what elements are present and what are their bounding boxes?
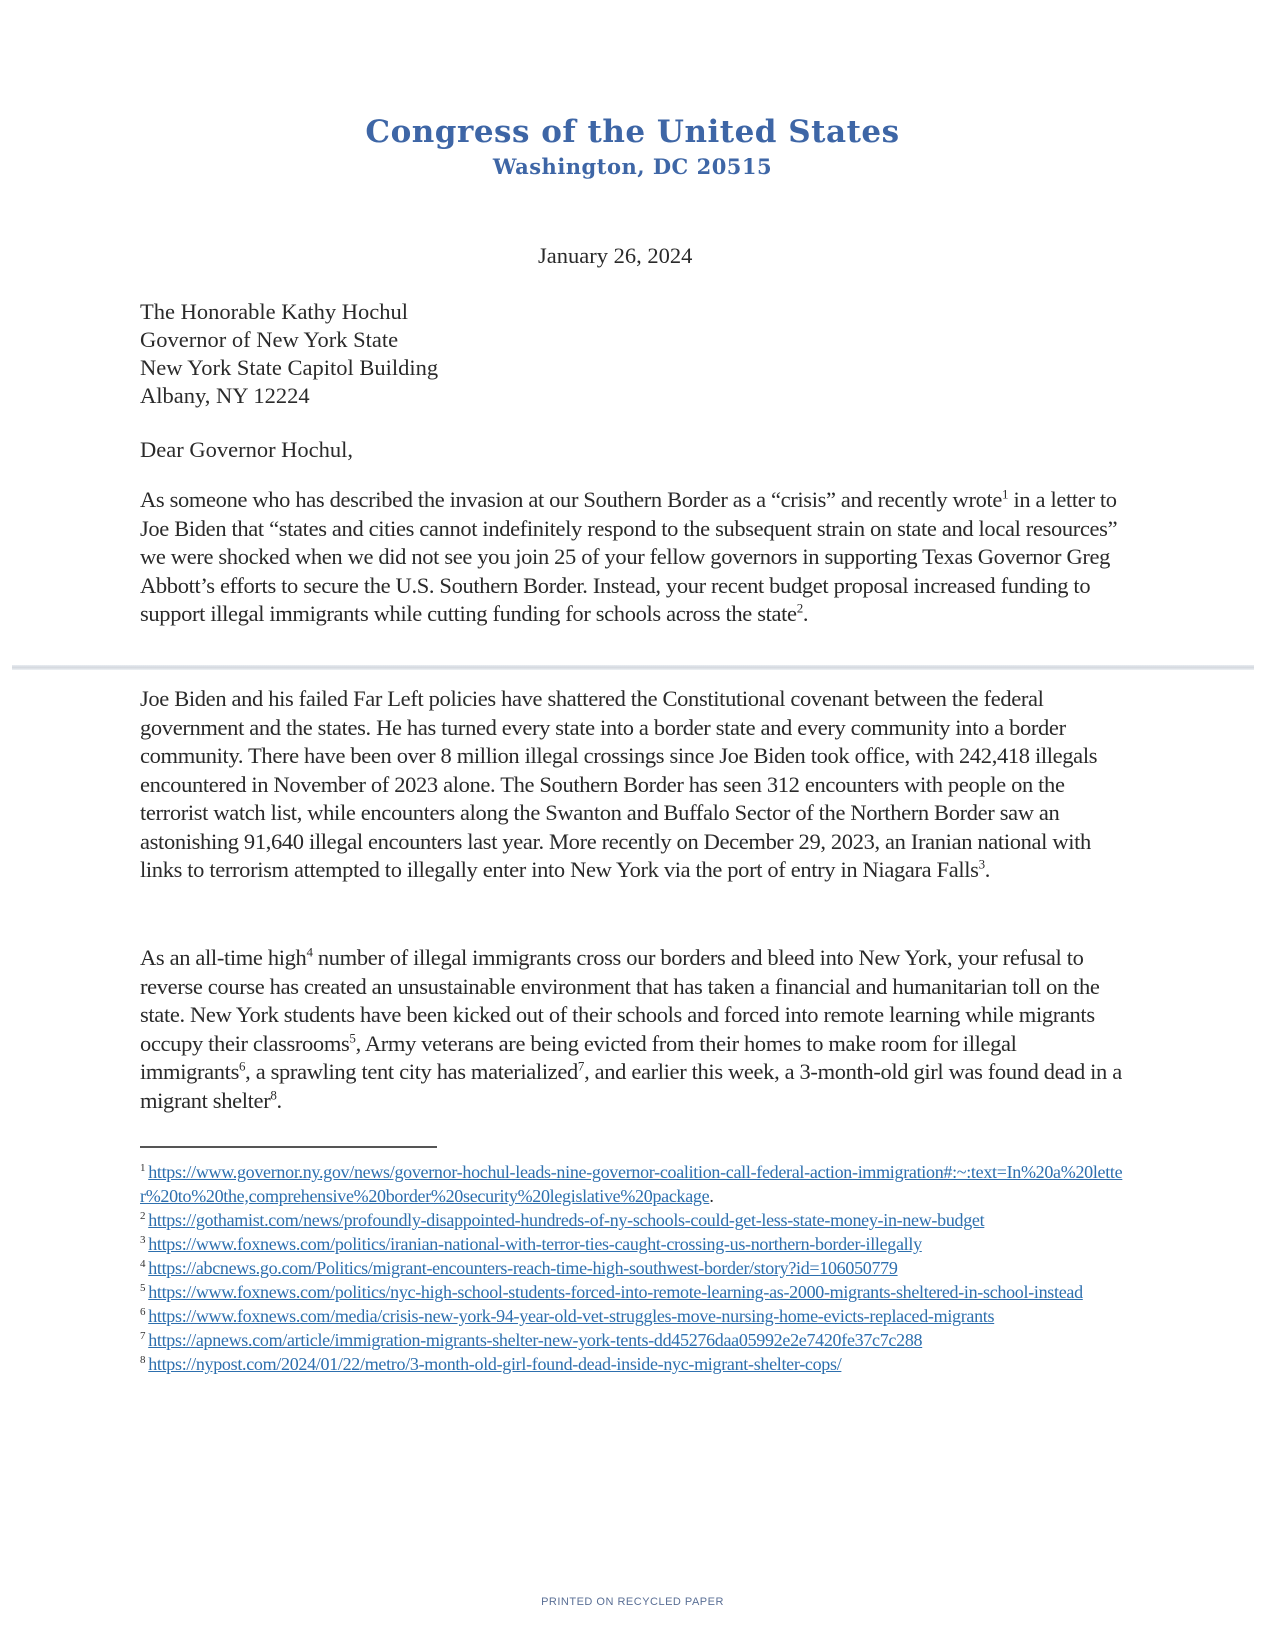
letterhead <box>0 112 1265 182</box>
address-line-3: New York State Capitol Building <box>140 355 439 380</box>
footnotes <box>140 1160 1130 1376</box>
footnote-number: 3 <box>140 1234 146 1246</box>
footnote-ref-8: 8 <box>270 1087 277 1102</box>
footnote-4 <box>140 1256 1130 1280</box>
footnote-ref-4: 4 <box>306 944 313 960</box>
letterhead-subtitle: Washington, DC 20515 <box>492 154 773 179</box>
text: , a sprawling tent city has materialized <box>245 1059 578 1084</box>
paragraph-1 <box>140 486 1125 629</box>
text: number of illegal immigrants cross our borders and bleed into New York, your refusal to reverse course has created an unsustainable environment that has taken a financial and humanitarian toll on the state. New York students have been kicked out of their schools and forced into remote learning while migrants occupy their classrooms <box>140 945 1100 1056</box>
footnote-link-6[interactable]: https://www.foxnews.com/media/crisis-new-york-94-year-old-vet-struggles-move-nursing-home-evicts-replaced-migrants <box>148 1306 995 1326</box>
footnote-5 <box>140 1280 1130 1304</box>
text: . <box>802 601 809 626</box>
text: . <box>276 1087 282 1113</box>
scan-artifact-divider <box>12 665 1254 670</box>
salutation: Dear Governor Hochul, <box>140 437 354 462</box>
text: As someone who has described the invasion at our Southern Border as a “crisis” and recently wrote <box>140 487 1003 512</box>
footnote-number: 6 <box>140 1306 146 1318</box>
footnote-link-3[interactable]: https://www.foxnews.com/politics/iranian-national-with-terror-ties-caught-crossing-us-northern-border-illegally <box>148 1234 922 1254</box>
footnote-divider <box>140 1146 437 1148</box>
recycled-paper-notice: PRINTED ON RECYCLED PAPER <box>541 1596 724 1608</box>
address-line-1: The Honorable Kathy Hochul <box>140 299 409 324</box>
text: Joe Biden and his failed Far Left policies have shattered the Constitutional covenant between the federal government and the states. He has turned every state into a border state and every community into a border community. There have been over 8 million illegal crossings since Joe Biden took office, with 242,418 illegals encountered in November of 2023 alone. The Southern Border has seen 312 encounters with people on the terrorist watch list, while encounters along the Swanton and Buffalo Sector of the Northern Border saw an astonishing 91,640 illegal encounters last year. More recently on December 29, 2023, an Iranian national with links to terrorism attempted to illegally enter into New York via the port of entry in Niagara Falls <box>140 686 1098 882</box>
address-line-4: Albany, NY 12224 <box>140 383 310 408</box>
text: in a letter to Joe Biden that “states and cities cannot indefinitely respond to the subsequent strain on state and local resources” we were shocked when we did not see you join 25 of your fellow governors in supporting Texas Governor Greg Abbott’s efforts to secure the U.S. Southern Border. Instead, your recent budget proposal increased funding to support illegal immigrants while cutting funding for schools across the state <box>140 487 1118 626</box>
text: , Army veterans are being evicted from their homes to make room for illegal immigrants <box>140 1030 1017 1084</box>
footnote-link-4[interactable]: https://abcnews.go.com/Politics/migrant-encounters-reach-time-high-southwest-border/story?id=106050779 <box>148 1258 898 1278</box>
letterhead-title: Congress of the United States <box>365 114 900 150</box>
text: . <box>984 857 991 882</box>
recipient-address <box>140 298 438 410</box>
paragraph-3 <box>140 944 1125 1115</box>
footnote-ref-7: 7 <box>577 1058 585 1074</box>
footnote-number: 7 <box>140 1330 146 1342</box>
footnote-8 <box>140 1352 1130 1376</box>
footnote-number: 8 <box>140 1354 146 1366</box>
address-line-2: Governor of New York State <box>140 327 399 352</box>
footnote-link-2[interactable]: https://gothamist.com/news/profoundly-disappointed-hundreds-of-ny-schools-could-get-less-state-money-in-new-budget <box>148 1210 985 1230</box>
footnote-ref-5: 5 <box>349 1030 356 1045</box>
footnote-3 <box>140 1232 1130 1256</box>
footnote-2 <box>140 1208 1130 1232</box>
footnote-number: 5 <box>140 1282 146 1294</box>
paragraph-2 <box>140 685 1125 885</box>
footnote-ref-1: 1 <box>1002 486 1009 502</box>
text: , and earlier this week, a 3-month-old girl was found dead in a migrant shelter <box>140 1059 1122 1113</box>
footnote-link-8[interactable]: https://nypost.com/2024/01/22/metro/3-month-old-girl-found-dead-inside-nyc-migrant-shelter-cops/ <box>148 1354 842 1374</box>
text: . <box>709 1186 714 1206</box>
footnote-number: 2 <box>140 1210 146 1222</box>
footnote-ref-2: 2 <box>796 600 803 616</box>
footnote-6 <box>140 1304 1130 1328</box>
footnote-link-5[interactable]: https://www.foxnews.com/politics/nyc-high-school-students-forced-into-remote-learning-as-2000-migrants-sheltered-in-school-instead <box>148 1282 1083 1302</box>
footnote-1 <box>140 1160 1130 1208</box>
footnote-ref-6: 6 <box>239 1058 246 1074</box>
footnote-number: 4 <box>140 1258 146 1270</box>
footnote-link-7[interactable]: https://apnews.com/article/immigration-migrants-shelter-new-york-tents-dd45276daa05992e2e7420fe37c7c288 <box>148 1330 923 1350</box>
footnote-7 <box>140 1328 1130 1352</box>
letter-date: January 26, 2024 <box>538 243 693 268</box>
footnote-link-1[interactable]: https://www.governor.ny.gov/news/governor-hochul-leads-nine-governor-coalition-call-federal-action-immigration#:~:text=In%20a%20letter%20to%20the,comprehensive%20border%20security%20legislative%20package <box>140 1162 1123 1206</box>
footnote-ref-3: 3 <box>978 856 985 872</box>
text: As an all-time high <box>140 945 307 970</box>
footnote-number: 1 <box>140 1162 146 1174</box>
